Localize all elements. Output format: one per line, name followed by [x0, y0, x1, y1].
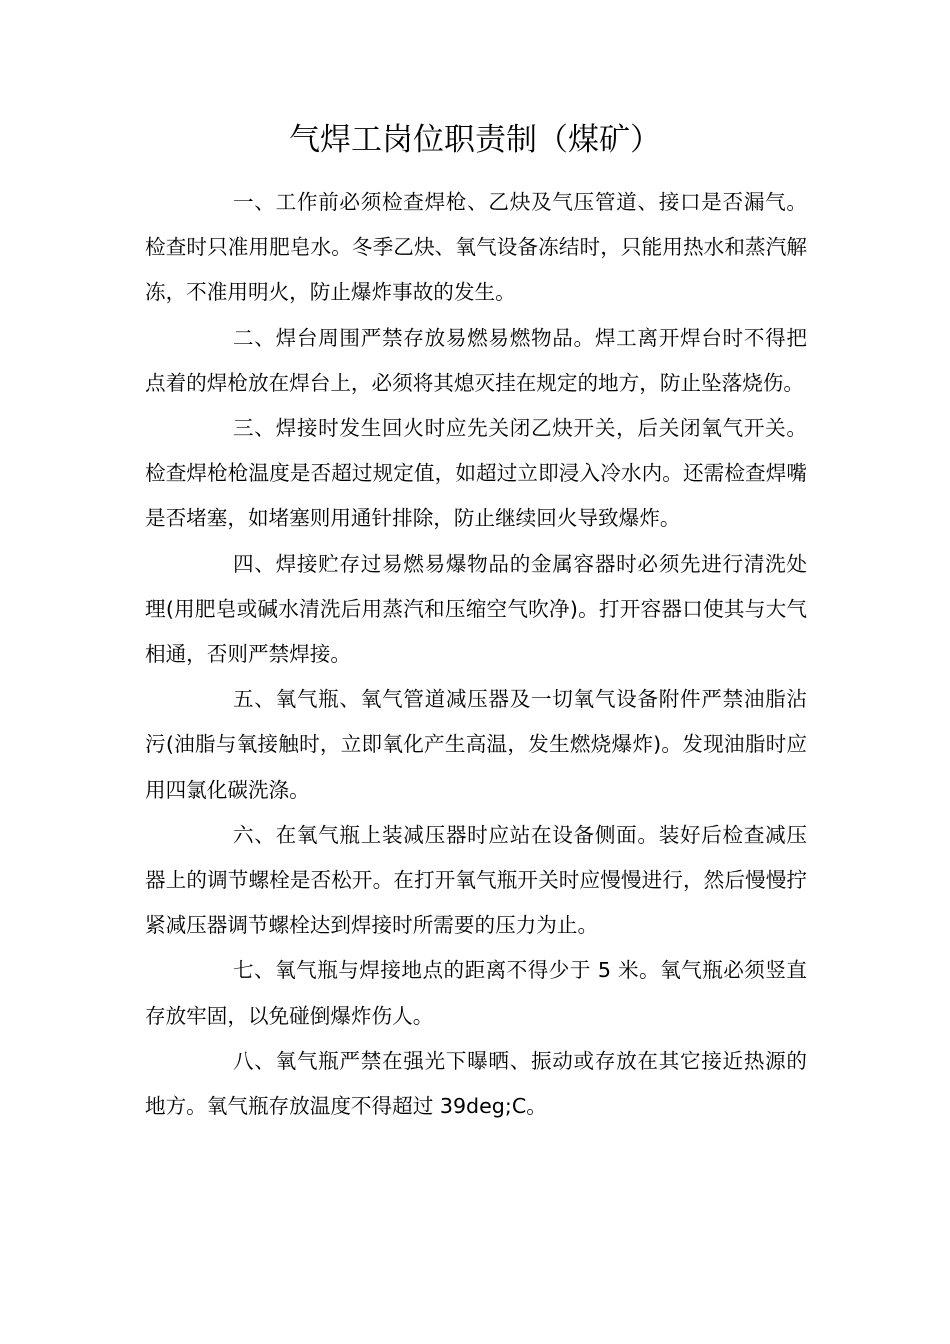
paragraph-6: 六、在氧气瓶上装减压器时应站在设备侧面。装好后检查减压器上的调节螺栓是否松开。在打开氧气瓶开关时应慢慢进行，然后慢慢拧紧减压器调节螺栓达到焊接时所需要的压力为止。 [145, 822, 807, 938]
paragraph-8: 八、氧气瓶严禁在强光下曝晒、振动或存放在其它接近热源的地方。氧气瓶存放温度不得超过 39deg;C。 [145, 1048, 807, 1119]
paragraph-3: 三、焊接时发生回火时应先关闭乙炔开关，后关闭氧气开关。检查焊枪枪温度是否超过规定值，如超过立即浸入冷水内。还需检查焊嘴是否堵塞，如堵塞则用通针排除，防止继续回火导致爆炸。 [145, 416, 807, 531]
document-title: 气焊工岗位职责制（煤矿） [289, 122, 661, 158]
paragraph-7: 七、氧气瓶与焊接地点的距离不得少于 5 米。氧气瓶必须竖直存放牢固，以免碰倒爆炸伤人。 [145, 958, 807, 1028]
paragraph-1: 一、工作前必须检查焊枪、乙炔及气压管道、接口是否漏气。检查时只准用肥皂水。冬季乙炔、氧气设备冻结时，只能用热水和蒸汽解冻，不准用明火，防止爆炸事故的发生。 [145, 190, 807, 305]
paragraph-2: 二、焊台周围严禁存放易燃易燃物品。焊工离开焊台时不得把点着的焊枪放在焊台上，必须将其熄灭挂在规定的地方，防止坠落烧伤。 [145, 325, 807, 395]
paragraph-4: 四、焊接贮存过易燃易爆物品的金属容器时必须先进行清洗处理(用肥皂或碱水清洗后用蒸汽和压缩空气吹净)。打开容器口使其与大气相通，否则严禁焊接。 [145, 551, 807, 667]
paragraph-5: 五、氧气瓶、氧气管道减压器及一切氧气设备附件严禁油脂沾污(油脂与氧接触时，立即氧化产生高温，发生燃烧爆炸)。发现油脂时应用四氯化碳洗涤。 [145, 687, 807, 802]
document-body [145, 180, 807, 1129]
